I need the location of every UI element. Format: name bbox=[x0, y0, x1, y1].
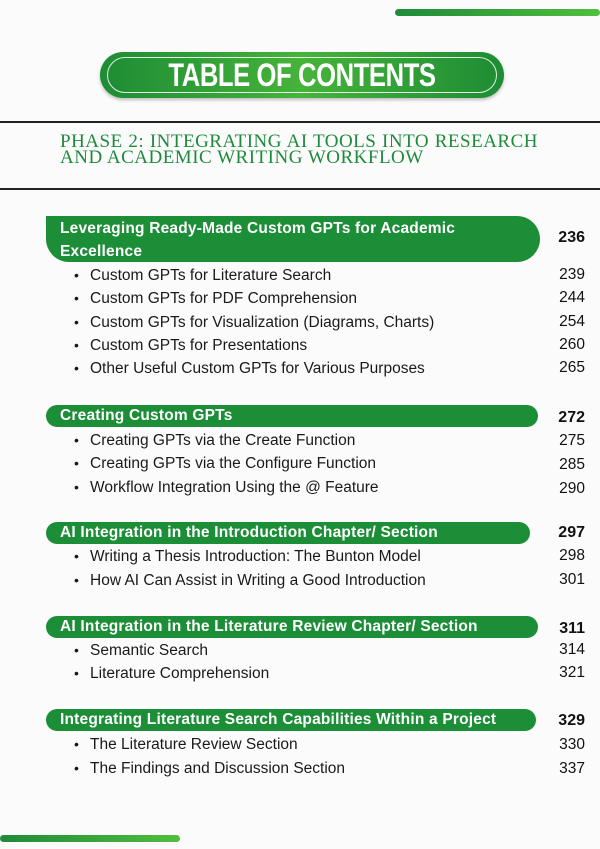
section-page-number: 236 bbox=[558, 229, 585, 246]
bullet-icon: • bbox=[74, 665, 79, 681]
toc-entry[interactable] bbox=[74, 357, 534, 379]
toc-entry-label: Creating GPTs via the Create Function bbox=[90, 432, 356, 449]
toc-entry-label: Writing a Thesis Introduction: The Bunton Model bbox=[90, 548, 421, 565]
toc-entry-label: Workflow Integration Using the @ Feature bbox=[90, 479, 379, 496]
section-page-number: 329 bbox=[558, 712, 585, 729]
toc-entry-label: Custom GPTs for PDF Comprehension bbox=[90, 290, 358, 307]
section-heading[interactable]: Integrating Literature Search Capabilities Within a Project bbox=[46, 709, 536, 731]
section-heading[interactable]: Leveraging Ready-Made Custom GPTs for Academic Excellence bbox=[46, 216, 540, 262]
toc-entry-label: Literature Comprehension bbox=[90, 665, 270, 682]
toc-entry-label: Custom GPTs for Visualization (Diagrams, Charts) bbox=[90, 314, 435, 331]
phase-heading: PHASE 2: INTEGRATING AI TOOLS INTO RESEARCH AND ACADEMIC WRITING WORKFLOW bbox=[60, 131, 538, 168]
toc-entry-label: Custom GPTs for Presentations bbox=[90, 337, 308, 354]
bullet-icon: • bbox=[74, 548, 79, 564]
section-heading[interactable]: AI Integration in the Introduction Chapter/ Section bbox=[46, 522, 530, 544]
toc-entry-page: 290 bbox=[559, 480, 585, 497]
toc-entry[interactable] bbox=[74, 757, 534, 779]
toc-entry-label: The Literature Review Section bbox=[90, 736, 298, 753]
section-page-number: 311 bbox=[559, 620, 585, 637]
toc-entry-page: 275 bbox=[559, 432, 585, 449]
bullet-icon: • bbox=[74, 290, 79, 306]
toc-entry-page: 298 bbox=[559, 547, 585, 564]
toc-entry[interactable] bbox=[74, 452, 534, 474]
bullet-icon: • bbox=[74, 360, 79, 376]
toc-entry-page: 244 bbox=[559, 289, 585, 306]
phase-heading-box bbox=[0, 121, 600, 190]
toc-entry[interactable] bbox=[74, 662, 534, 684]
toc-title-banner bbox=[100, 52, 504, 98]
bullet-icon: • bbox=[74, 314, 79, 330]
toc-entry-label: Other Useful Custom GPTs for Various Purposes bbox=[90, 360, 425, 377]
toc-entry-page: 321 bbox=[559, 664, 585, 681]
toc-entry-page: 330 bbox=[559, 736, 585, 753]
toc-title: TABLE OF CONTENTS bbox=[168, 57, 436, 93]
bullet-icon: • bbox=[74, 572, 79, 588]
toc-entry[interactable] bbox=[74, 264, 534, 286]
top-accent-bar bbox=[395, 9, 600, 16]
toc-entry-label: The Findings and Discussion Section bbox=[90, 760, 346, 777]
toc-entry-page: 260 bbox=[559, 336, 585, 353]
bullet-icon: • bbox=[74, 736, 79, 752]
toc-entry[interactable] bbox=[74, 733, 534, 755]
toc-entry[interactable] bbox=[74, 334, 534, 356]
bullet-icon: • bbox=[74, 642, 79, 658]
bullet-icon: • bbox=[74, 337, 79, 353]
bottom-accent-bar bbox=[0, 835, 180, 842]
toc-entry-page: 254 bbox=[559, 313, 585, 330]
toc-entry[interactable] bbox=[74, 545, 534, 567]
bullet-icon: • bbox=[74, 479, 79, 495]
section-page-number: 297 bbox=[558, 524, 585, 541]
toc-entry-label: Custom GPTs for Literature Search bbox=[90, 267, 332, 284]
toc-entry-page: 314 bbox=[559, 641, 585, 658]
toc-entry[interactable] bbox=[74, 639, 534, 661]
toc-entry-page: 285 bbox=[559, 456, 585, 473]
toc-entry[interactable] bbox=[74, 476, 534, 498]
section-heading[interactable]: AI Integration in the Literature Review Chapter/ Section bbox=[46, 616, 538, 638]
toc-entry-label: Creating GPTs via the Configure Function bbox=[90, 455, 377, 472]
toc-entry-label: Semantic Search bbox=[90, 642, 209, 659]
toc-entry-label: How AI Can Assist in Writing a Good Introduction bbox=[90, 572, 426, 589]
toc-entry[interactable] bbox=[74, 429, 534, 451]
toc-entry-page: 337 bbox=[559, 760, 585, 777]
section-page-number: 272 bbox=[558, 409, 585, 426]
toc-entry[interactable] bbox=[74, 287, 534, 309]
toc-entry-page: 239 bbox=[559, 266, 585, 283]
toc-entry[interactable] bbox=[74, 569, 534, 591]
bullet-icon: • bbox=[74, 455, 79, 471]
toc-entry-page: 301 bbox=[559, 571, 585, 588]
bullet-icon: • bbox=[74, 432, 79, 448]
section-heading[interactable]: Creating Custom GPTs bbox=[46, 405, 538, 427]
toc-entry[interactable] bbox=[74, 311, 534, 333]
bullet-icon: • bbox=[74, 267, 79, 283]
toc-entry-page: 265 bbox=[559, 359, 585, 376]
bullet-icon: • bbox=[74, 760, 79, 776]
